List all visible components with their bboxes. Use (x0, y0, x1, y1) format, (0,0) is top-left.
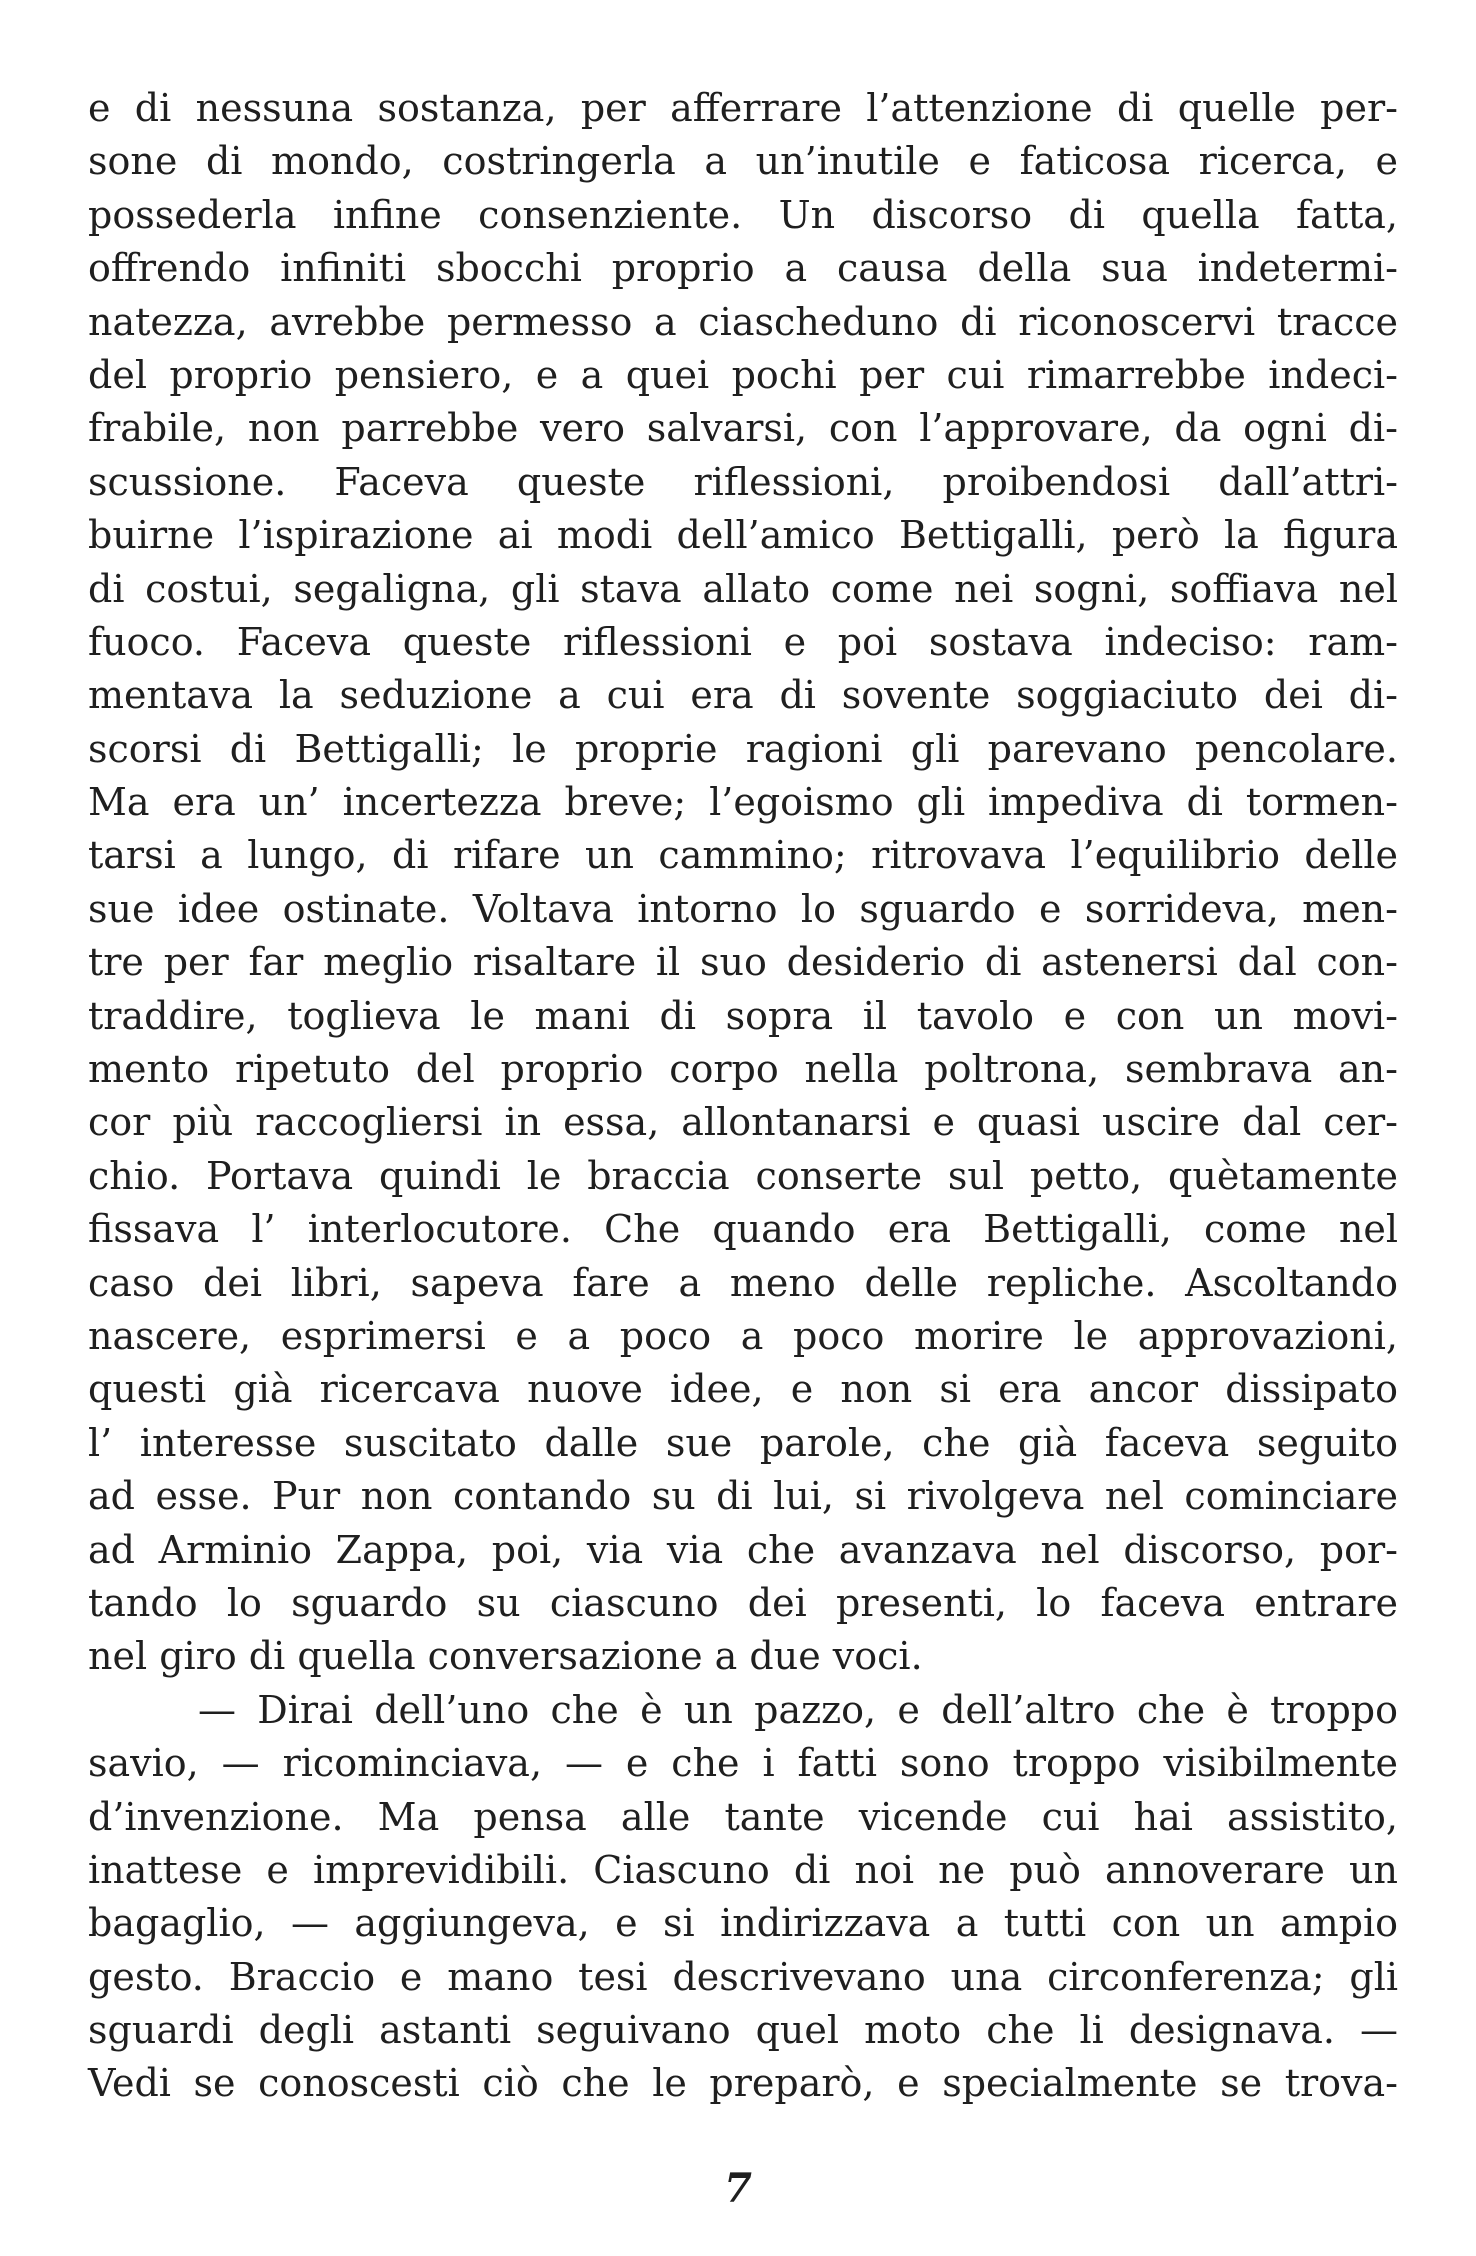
text-line: natezza, avrebbe permesso a ciascheduno di riconoscervi tracce (88, 299, 1398, 344)
text-line: sguardi degli astanti seguivano quel moto che li designava. — (88, 2008, 1398, 2053)
text-line: scussione. Faceva queste riflessioni, proibendosi dall’attri- (88, 459, 1398, 504)
text-line: ad esse. Pur non contando su di lui, si rivolgeva nel cominciare (88, 1474, 1398, 1519)
text-line: tando lo sguardo su ciascuno dei presenti, lo faceva entrare (88, 1580, 1398, 1625)
text-line: sone di mondo, costringerla a un’inutile e faticosa ricerca, e (88, 139, 1398, 184)
text-line: caso dei libri, sapeva fare a meno delle repliche. Ascoltando (88, 1260, 1398, 1305)
text-line: savio, — ricominciava, — e che i fatti sono troppo visibilmente (88, 1741, 1398, 1786)
paragraph-end-line: nel giro di quella conversazione a due voci. (88, 1634, 923, 1679)
text-line: mentava la seduzione a cui era di sovente soggiaciuto dei di- (88, 673, 1398, 718)
text-line: traddire, toglieva le mani di sopra il tavolo e con un movi- (88, 993, 1398, 1038)
text-line: mento ripetuto del proprio corpo nella poltrona, sembrava an- (88, 1047, 1398, 1092)
text-line: chio. Portava quindi le braccia conserte sul petto, quètamente (88, 1153, 1398, 1198)
text-line: possederla infine consenziente. Un discorso di quella fatta, (88, 192, 1398, 237)
text-line: Ma era un’ incertezza breve; l’egoismo gli impediva di tormen- (88, 780, 1398, 825)
text-line: del proprio pensiero, e a quei pochi per cui rimarrebbe indeci- (88, 352, 1398, 397)
text-line: e di nessuna sostanza, per afferrare l’attenzione di quelle per- (88, 86, 1398, 130)
text-line: di costui, segaligna, gli stava allato come nei sogni, soffiava nel (88, 566, 1398, 611)
text-line: scorsi di Bettigalli; le proprie ragioni gli parevano pencolare. (88, 726, 1398, 771)
body-text (88, 82, 1398, 2111)
text-line: inattese e imprevidibili. Ciascuno di noi ne può annoverare un (88, 1847, 1398, 1892)
text-line: tarsi a lungo, di rifare un cammino; ritrovava l’equilibrio delle (88, 833, 1398, 878)
text-line: sue idee ostinate. Voltava intorno lo sguardo e sorrideva, men- (88, 886, 1398, 931)
text-line: buirne l’ispirazione ai modi dell’amico Bettigalli, però la figura (88, 513, 1398, 558)
dialogue-first-line: — Dirai dell’uno che è un pazzo, e dell’altro che è troppo (198, 1687, 1398, 1732)
text-line: l’ interesse suscitato dalle sue parole, che già faceva seguito (88, 1420, 1398, 1465)
page-number: 7 (724, 2165, 752, 2212)
text-line: ad Arminio Zappa, poi, via via che avanzava nel discorso, por- (88, 1527, 1398, 1572)
text-line: tre per far meglio risaltare il suo desiderio di astenersi dal con- (88, 940, 1398, 985)
text-line: nascere, esprimersi e a poco a poco morire le approvazioni, (88, 1313, 1398, 1358)
text-line: offrendo infiniti sbocchi proprio a causa della sua indetermi- (88, 246, 1398, 291)
text-line: gesto. Braccio e mano tesi descrivevano una circonferenza; gli (88, 1954, 1398, 1999)
text-line: frabile, non parrebbe vero salvarsi, con l’approvare, da ogni di- (88, 406, 1398, 451)
text-line: cor più raccogliersi in essa, allontanarsi e quasi uscire dal cer- (88, 1100, 1398, 1145)
text-line: fuoco. Faceva queste riflessioni e poi sostava indeciso: ram- (88, 619, 1398, 664)
text-line: Vedi se conoscesti ciò che le preparò, e specialmente se trova- (88, 2061, 1398, 2106)
text-line: questi già ricercava nuove idee, e non si era ancor dissipato (88, 1367, 1398, 1412)
text-line: bagaglio, — aggiungeva, e si indirizzava a tutti con un ampio (88, 1901, 1398, 1946)
text-line: fissava l’ interlocutore. Che quando era Bettigalli, come nel (88, 1207, 1398, 1252)
text-line: d’invenzione. Ma pensa alle tante vicende cui hai assistito, (88, 1794, 1398, 1839)
